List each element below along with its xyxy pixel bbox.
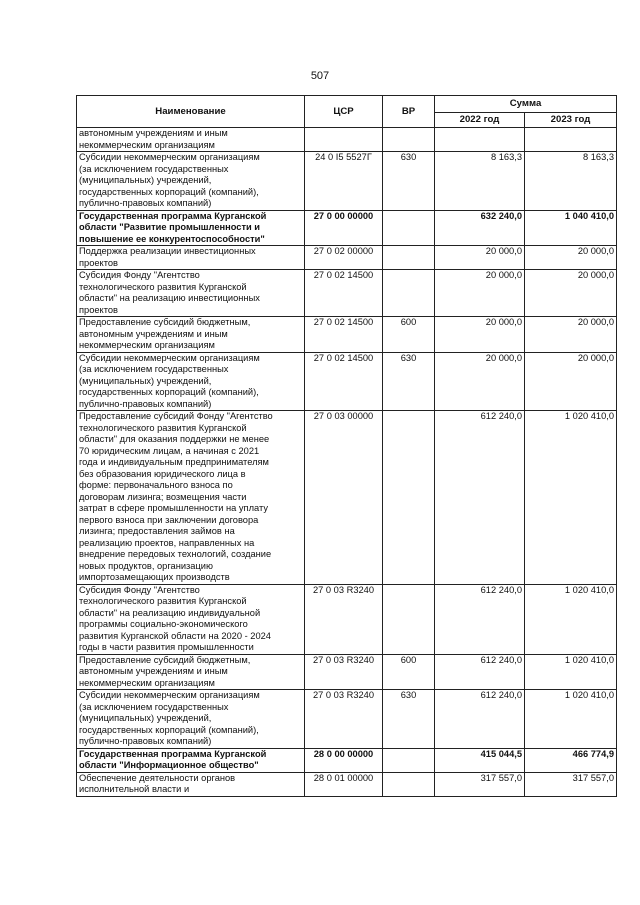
table-row (77, 654, 617, 690)
row-sum-2022: 612 240,0 (435, 654, 525, 690)
table-row (77, 411, 617, 585)
row-vr (383, 411, 435, 585)
row-name: Предоставление субсидий бюджетным, автономным учреждениям и иным некоммерческим организациям (77, 317, 305, 353)
row-vr (383, 246, 435, 270)
row-csr: 27 0 02 14500 (305, 270, 383, 317)
budget-table (76, 95, 617, 797)
row-name: Обеспечение деятельности органов исполнительной власти и (77, 772, 305, 796)
row-csr: 28 0 01 00000 (305, 772, 383, 796)
row-sum-2023: 1 020 410,0 (525, 411, 617, 585)
row-name: Поддержка реализации инвестиционных проектов (77, 246, 305, 270)
row-sum-2023 (525, 128, 617, 152)
table-body (77, 128, 617, 797)
row-csr: 24 0 I5 5527Г (305, 152, 383, 211)
row-sum-2023: 20 000,0 (525, 270, 617, 317)
row-csr: 27 0 03 R3240 (305, 654, 383, 690)
row-csr: 27 0 00 00000 (305, 210, 383, 246)
row-name: Субсидии некоммерческим организациям (за исключением государственных (муниципальных) учреждений, государственных корпораций (компаний), публично-правовых компаний) (77, 352, 305, 411)
row-vr: 630 (383, 352, 435, 411)
row-sum-2023: 1 020 410,0 (525, 654, 617, 690)
row-csr: 27 0 02 14500 (305, 352, 383, 411)
table-row (77, 690, 617, 749)
row-name: Субсидия Фонду "Агентство технологического развития Курганской области" на реализацию индивидуальной программы социально-экономического развития Курганской области на 2020 - 2024 годы в части развития промышленности (77, 584, 305, 654)
row-csr: 27 0 02 14500 (305, 317, 383, 353)
row-csr: 28 0 00 00000 (305, 748, 383, 772)
row-sum-2023: 20 000,0 (525, 352, 617, 411)
row-sum-2022: 415 044,5 (435, 748, 525, 772)
row-csr: 27 0 03 R3240 (305, 690, 383, 749)
row-vr: 630 (383, 152, 435, 211)
row-vr (383, 128, 435, 152)
row-sum-2022: 632 240,0 (435, 210, 525, 246)
row-sum-2022 (435, 128, 525, 152)
page-number: 507 (310, 70, 330, 82)
table-row (77, 270, 617, 317)
row-vr (383, 270, 435, 317)
row-sum-2022: 20 000,0 (435, 352, 525, 411)
row-sum-2022: 20 000,0 (435, 246, 525, 270)
row-name: Государственная программа Курганской области "Развитие промышленности и повышение ее конкурентоспособности" (77, 210, 305, 246)
row-vr (383, 210, 435, 246)
row-vr (383, 772, 435, 796)
table-row (77, 210, 617, 246)
row-vr: 600 (383, 654, 435, 690)
row-sum-2022: 317 557,0 (435, 772, 525, 796)
table-header (77, 96, 617, 128)
row-name: Предоставление субсидий бюджетным, автономным учреждениям и иным некоммерческим организациям (77, 654, 305, 690)
row-name: Субсидии некоммерческим организациям (за исключением государственных (муниципальных) учреждений, государственных корпораций (компаний), публично-правовых компаний) (77, 152, 305, 211)
table-row (77, 772, 617, 796)
header-vr: ВР (383, 96, 435, 128)
row-csr: 27 0 02 00000 (305, 246, 383, 270)
row-csr (305, 128, 383, 152)
table-row (77, 152, 617, 211)
row-csr: 27 0 03 00000 (305, 411, 383, 585)
row-csr: 27 0 03 R3240 (305, 584, 383, 654)
table-row (77, 317, 617, 353)
row-sum-2022: 612 240,0 (435, 584, 525, 654)
row-name: автономным учреждениям и иным некоммерческим организациям (77, 128, 305, 152)
row-name: Предоставление субсидий Фонду "Агентство технологического развития Курганской области" для оказания поддержки не менее 70 юридическим лицам, а начиная с 2021 года и индивидуальным предпринимателям без образования юридического лица в форме: первоначального взноса по договорам лизинга; возмещения части затрат в сфере промышленности на уплату первого взноса при заключении договора лизинга; предоставления займов на реализацию проектов, направленных на внедрение передовых технологий, создание новых продуктов, организацию импортозамещающих производств (77, 411, 305, 585)
header-year-2022: 2022 год (435, 113, 525, 128)
row-name: Субсидия Фонду "Агентство технологического развития Курганской области" на реализацию инвестиционных проектов (77, 270, 305, 317)
row-sum-2022: 8 163,3 (435, 152, 525, 211)
row-sum-2023: 466 774,9 (525, 748, 617, 772)
table-row (77, 246, 617, 270)
table-row (77, 748, 617, 772)
row-sum-2023: 1 020 410,0 (525, 690, 617, 749)
row-sum-2023: 1 040 410,0 (525, 210, 617, 246)
table-row (77, 584, 617, 654)
row-sum-2023: 20 000,0 (525, 246, 617, 270)
row-sum-2022: 612 240,0 (435, 411, 525, 585)
header-csr: ЦСР (305, 96, 383, 128)
row-vr: 600 (383, 317, 435, 353)
row-sum-2023: 1 020 410,0 (525, 584, 617, 654)
row-name: Государственная программа Курганской области "Информационное общество" (77, 748, 305, 772)
row-vr (383, 748, 435, 772)
row-sum-2023: 20 000,0 (525, 317, 617, 353)
row-sum-2023: 8 163,3 (525, 152, 617, 211)
row-name: Субсидии некоммерческим организациям (за исключением государственных (муниципальных) учреждений, государственных корпораций (компаний), публично-правовых компаний) (77, 690, 305, 749)
table-row (77, 128, 617, 152)
header-year-2023: 2023 год (525, 113, 617, 128)
row-sum-2022: 612 240,0 (435, 690, 525, 749)
header-name: Наименование (77, 96, 305, 128)
row-vr: 630 (383, 690, 435, 749)
row-vr (383, 584, 435, 654)
table-row (77, 352, 617, 411)
row-sum-2023: 317 557,0 (525, 772, 617, 796)
row-sum-2022: 20 000,0 (435, 317, 525, 353)
header-sum: Сумма (435, 96, 617, 113)
row-sum-2022: 20 000,0 (435, 270, 525, 317)
